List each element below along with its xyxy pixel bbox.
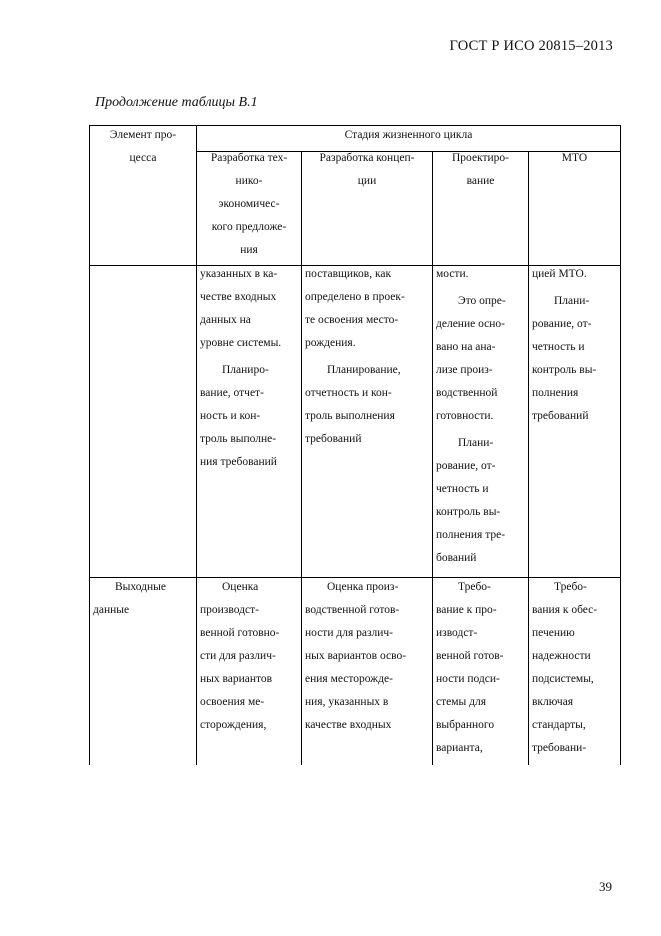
cell-line: требований (305, 433, 362, 445)
cell-line: честве входных (200, 291, 277, 303)
cell-line: бований (436, 552, 477, 564)
header-text-line: экономичес- (218, 198, 280, 210)
header-col-feasibility (197, 147, 301, 262)
cell-line: троль выполне- (200, 433, 277, 445)
cell-line: ния, указанных в (305, 696, 389, 708)
row1-col3 (433, 263, 528, 570)
cell-line: подсистемы, (532, 673, 594, 685)
cell-line: рование, от- (436, 460, 496, 472)
cell-line: ность и кон- (200, 410, 261, 422)
cell-line: варианта, (436, 742, 483, 754)
cell-line: вано на ана- (436, 341, 496, 353)
cell-line: определено в проек- (305, 291, 405, 303)
cell-line: Оценка (222, 581, 259, 593)
cell-line: Выходные (115, 581, 166, 593)
cell-line: вание к про- (436, 604, 497, 616)
cell-line: контроль вы- (532, 364, 597, 376)
cell-line: готовности. (436, 410, 494, 422)
cell-line: печению (532, 627, 575, 639)
header-text-line: МТО (561, 152, 588, 164)
table-caption: Продолжение таблицы В.1 (95, 95, 258, 110)
cell-line: Планирование, (327, 364, 401, 376)
header-col-procurement (529, 147, 620, 170)
row2-col1 (197, 576, 301, 737)
cell-line: Плани- (554, 295, 590, 307)
header-text-line: ния (240, 244, 258, 256)
header-process-element (90, 124, 196, 170)
cell-line: производст- (200, 604, 259, 616)
header-text-line: Проектиро- (452, 152, 509, 164)
cell-line: деление осно- (436, 318, 505, 330)
cell-line: Требо- (554, 581, 587, 593)
row1-col4 (529, 263, 620, 428)
cell-line: требований (532, 410, 589, 422)
cell-line: троль выполнения (305, 410, 395, 422)
cell-line: сти для различ- (200, 650, 276, 662)
cell-line: те освоения место- (305, 314, 399, 326)
cell-line: уровне системы. (200, 337, 282, 349)
cell-line: рование, от- (532, 318, 592, 330)
cell-line: изводст- (436, 627, 478, 639)
row2-process-element (90, 576, 196, 622)
cell-line: ния требований (200, 456, 277, 468)
cell-line: полнения (532, 387, 579, 399)
row2-col4 (529, 576, 620, 760)
header-text-line: Разработка концеп- (319, 152, 415, 164)
cell-line: водственной готов- (305, 604, 400, 616)
row2-col2 (302, 576, 432, 737)
table-left-border (89, 125, 90, 765)
cell-line: водственной (436, 387, 498, 399)
row1-col1 (197, 263, 301, 474)
table-right-border (620, 125, 621, 765)
cell-line: Оценка произ- (327, 581, 399, 593)
cell-line: четность и (436, 483, 489, 495)
cell-line: ности подси- (436, 673, 500, 685)
header-process-line: Элемент про- (109, 129, 177, 141)
cell-line: стандарты, (532, 719, 586, 731)
header-text-line: Разработка тех- (210, 152, 288, 164)
header-text-line: кого предложе- (211, 221, 287, 233)
cell-line: ения месторожде- (305, 673, 393, 685)
header-text-line: вание (466, 175, 495, 187)
cell-line: Требо- (458, 581, 491, 593)
cell-line: сторождения, (200, 719, 267, 731)
cell-line: надежности (532, 650, 591, 662)
cell-line: выбранного (436, 719, 495, 731)
cell-line: цией МТО. (532, 268, 587, 280)
cell-line: венной готовно- (200, 627, 280, 639)
cell-line: ных вариантов осво- (305, 650, 407, 662)
cell-line: Планиро- (222, 364, 269, 376)
cell-line: освоения ме- (200, 696, 265, 708)
header-text-line: ции (357, 175, 377, 187)
cell-line: Плани- (458, 437, 494, 449)
cell-line: лизе произ- (436, 364, 493, 376)
row2-col3 (433, 576, 528, 760)
cell-line: вание, отчет- (200, 387, 264, 399)
cell-line: Это опре- (458, 295, 506, 307)
cell-line: венной готов- (436, 650, 504, 662)
header-lifecycle-stage: Стадия жизненного цикла (344, 129, 473, 141)
header-process-line: цесса (129, 152, 157, 164)
cell-line: данных на (200, 314, 251, 326)
header-col-concept (302, 147, 432, 193)
cell-line: рождения. (305, 337, 356, 349)
header-col-design (433, 147, 528, 193)
cell-line: указанных в ка- (200, 268, 278, 280)
cell-line: стемы для (436, 696, 486, 708)
cell-line: включая (532, 696, 574, 708)
cell-line: мости. (436, 268, 469, 280)
cell-line: данные (93, 604, 130, 616)
row1-col2 (302, 263, 432, 451)
header-text-line: нико- (235, 175, 263, 187)
cell-line: полнения тре- (436, 529, 506, 541)
standard-number: ГОСТ Р ИСО 20815–2013 (449, 38, 613, 54)
cell-line: требовани- (532, 742, 587, 754)
cell-line: контроль вы- (436, 506, 501, 518)
cell-line: отчетность и кон- (305, 387, 392, 399)
cell-line: четность и (532, 341, 585, 353)
cell-line: ных вариантов (200, 673, 273, 685)
page-number: 39 (599, 879, 612, 894)
cell-line: вания к обес- (532, 604, 598, 616)
cell-line: качестве входных (305, 719, 392, 731)
cell-line: поставщиков, как (305, 268, 392, 280)
cell-line: ности для различ- (305, 627, 394, 639)
